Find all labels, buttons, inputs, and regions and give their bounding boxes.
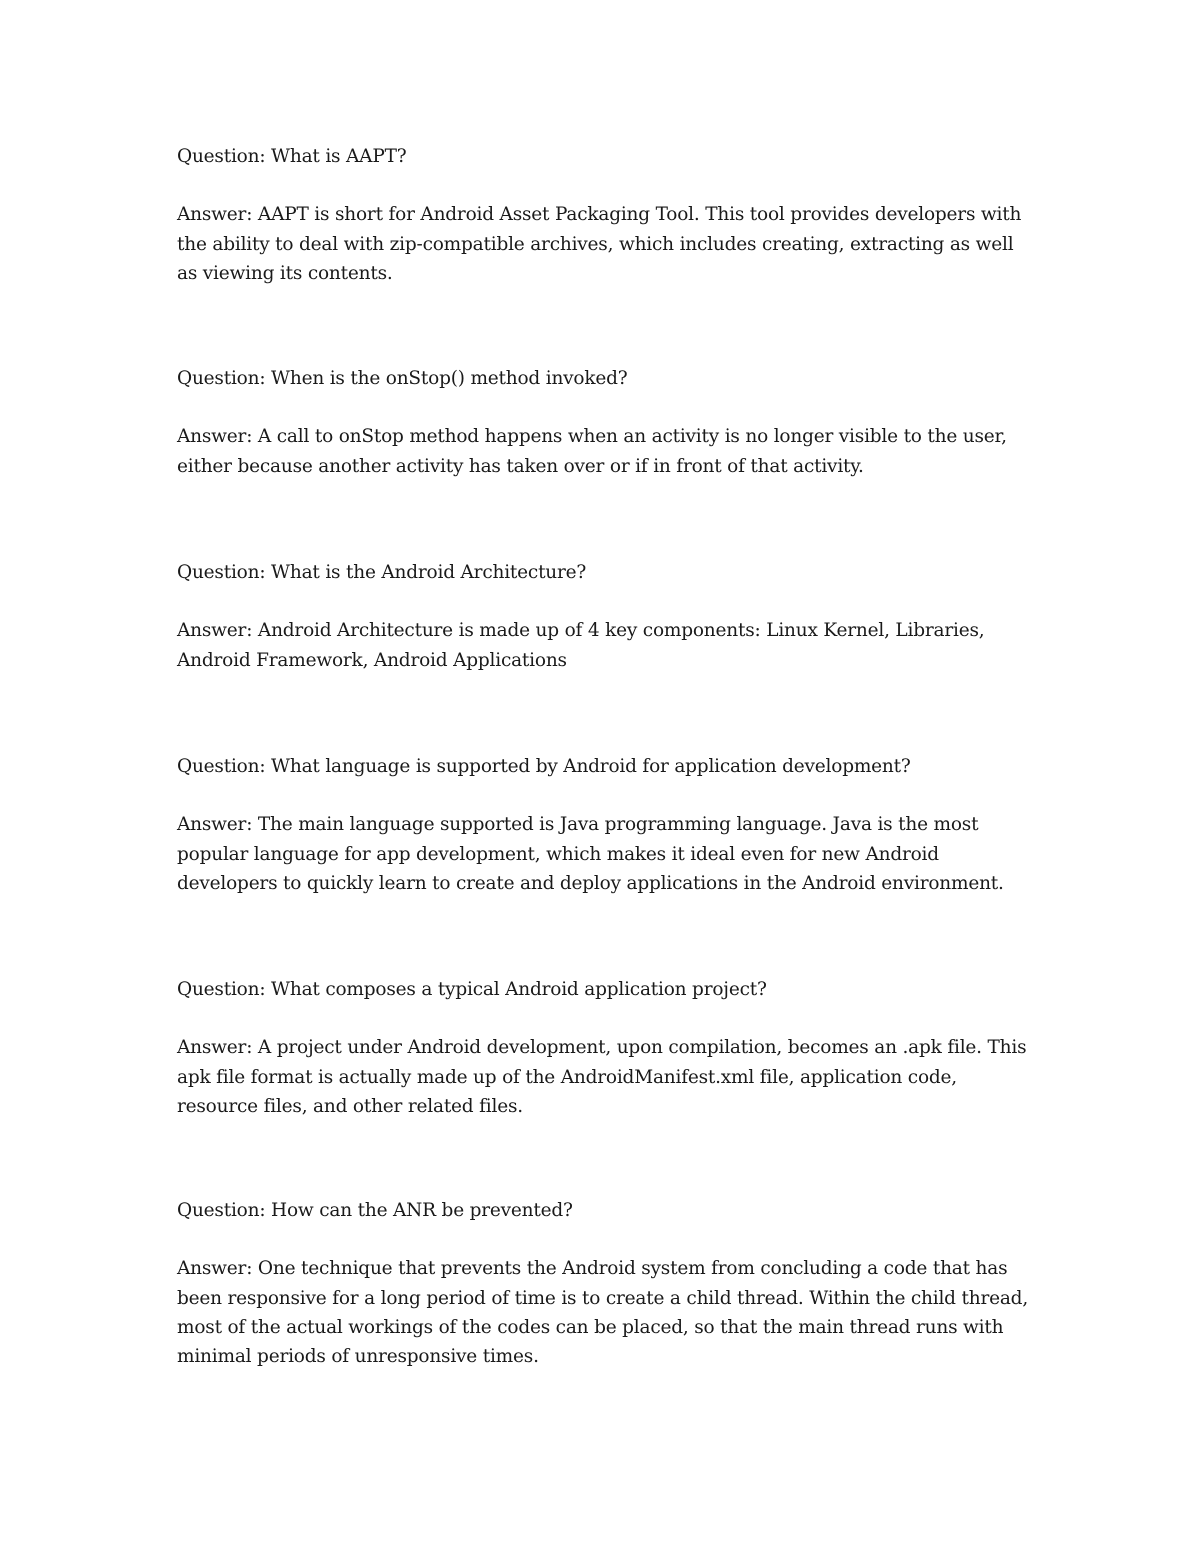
question-text: Question: What language is supported by Android for application development? — [177, 756, 911, 777]
answer-line: either because another activity has taken over or if in front of that activity. — [177, 455, 864, 477]
answer-line: Answer: One technique that prevents the Android system from concluding a code that has — [177, 1258, 1008, 1280]
answer-line: Answer: Android Architecture is made up of 4 key components: Linux Kernel, Libraries, — [177, 620, 985, 642]
qa-block-aapt — [177, 142, 1037, 288]
answer-line: Android Framework, Android Applications — [177, 649, 567, 671]
question-text: Question: What is the Android Architecture? — [177, 562, 587, 583]
answer-line: Answer: The main language supported is Java programming language. Java is the most — [177, 814, 979, 836]
question-text: Question: How can the ANR be prevented? — [177, 1200, 573, 1221]
qa-block-language — [177, 752, 1037, 898]
answer-line: Answer: A project under Android development, upon compilation, becomes an .apk file. This — [177, 1037, 1027, 1059]
answer-text — [177, 422, 1037, 481]
qa-block-onstop — [177, 364, 1037, 481]
question-text: Question: What composes a typical Android application project? — [177, 979, 767, 1000]
qa-block-anr — [177, 1196, 1037, 1371]
answer-line: resource files, and other related files. — [177, 1095, 523, 1117]
answer-text — [177, 616, 1037, 675]
answer-text — [177, 1254, 1037, 1371]
answer-line: been responsive for a long period of time is to create a child thread. Within the child thread, — [177, 1287, 1028, 1309]
answer-line: Answer: A call to onStop method happens when an activity is no longer visible to the user, — [177, 426, 1007, 448]
answer-line: popular language for app development, which makes it ideal even for new Android — [177, 843, 939, 865]
answer-text — [177, 810, 1037, 898]
qa-block-project — [177, 975, 1037, 1121]
answer-text — [177, 1033, 1037, 1121]
question-text: Question: What is AAPT? — [177, 146, 407, 167]
answer-line: most of the actual workings of the codes can be placed, so that the main thread runs with — [177, 1316, 1004, 1338]
answer-line: as viewing its contents. — [177, 262, 393, 284]
question-text: Question: When is the onStop() method invoked? — [177, 368, 628, 389]
answer-line: the ability to deal with zip-compatible archives, which includes creating, extracting as well — [177, 233, 1014, 255]
qa-block-architecture — [177, 558, 1037, 675]
answer-line: developers to quickly learn to create and deploy applications in the Android environment. — [177, 872, 1004, 894]
answer-line: minimal periods of unresponsive times. — [177, 1346, 539, 1368]
answer-line: apk file format is actually made up of the AndroidManifest.xml file, application code, — [177, 1066, 957, 1088]
answer-line: Answer: AAPT is short for Android Asset Packaging Tool. This tool provides developers with — [177, 204, 1022, 226]
answer-text — [177, 200, 1037, 288]
